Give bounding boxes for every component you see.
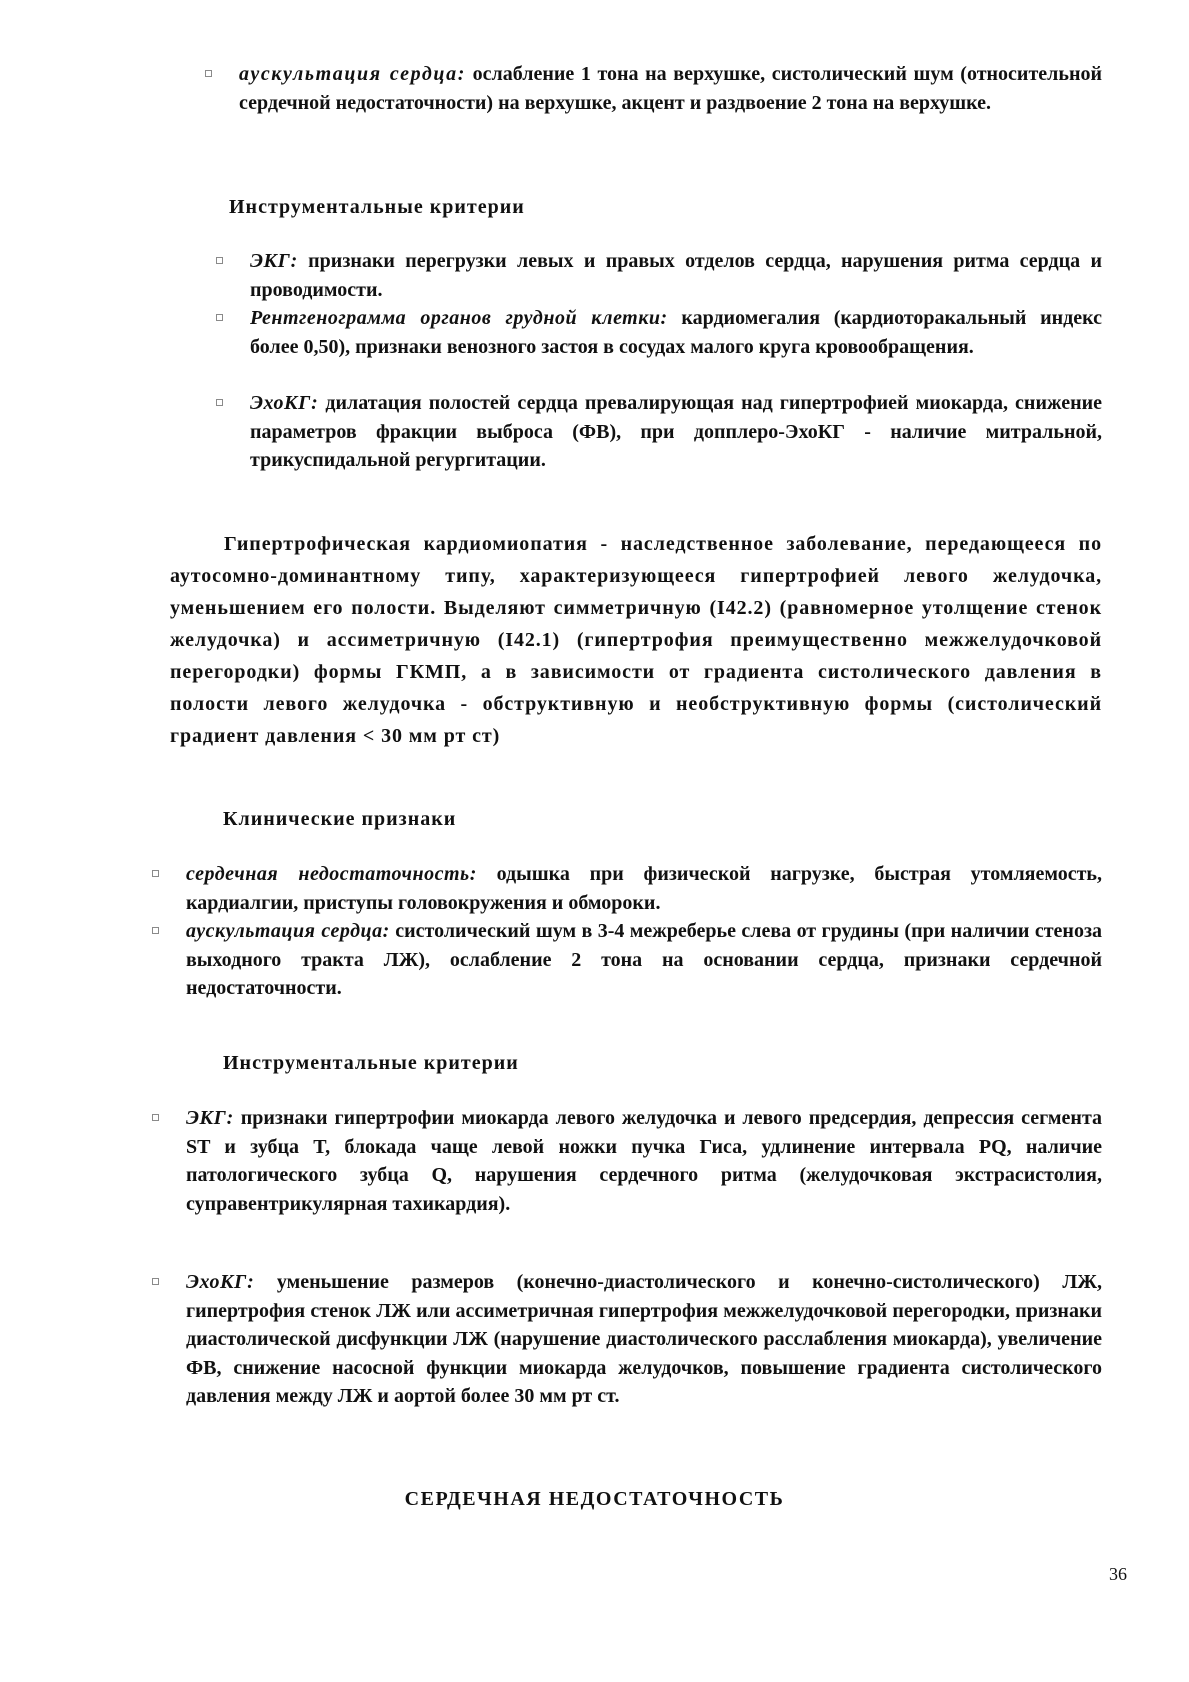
section-heading: Инструментальные критерии (229, 196, 525, 218)
list-item (152, 860, 1102, 917)
item-term: ЭКГ: (186, 1107, 234, 1129)
bullet-square-icon (152, 927, 159, 934)
list-item (152, 1104, 1102, 1218)
bullet-square-icon (152, 1114, 159, 1121)
item-text: признаки гипертрофии миокарда левого желудочка и левого предсердия, депрессия сегмента ST и зубца T, блокада чаще левой ножки пучка Гиса, удлинение интервала PQ, наличие патологического зубца Q, нарушения сердечного ритма (желудочковая экстрасистолия, суправентрикулярная тахикардия). (186, 1107, 1103, 1215)
bullet-square-icon (216, 257, 223, 264)
bullet-square-icon (216, 399, 223, 406)
item-term: ЭхоКГ: (186, 1271, 255, 1293)
list-item (216, 304, 1102, 361)
item-text: кардиомегалия (кардиоторакальный индекс более 0,50), признаки венозного застоя в сосудах малого круга кровообращения. (250, 307, 1103, 358)
section-heading: Инструментальные критерии (223, 1052, 519, 1074)
item-term: ЭКГ: (250, 250, 298, 272)
list-item (152, 1268, 1102, 1411)
item-text: дилатация полостей сердца превалирующая над гипертрофией миокарда, снижение параметров фракции выброса (ФВ), при допплеро-ЭхоКГ - наличие митральной, трикуспидальной регургитации. (250, 392, 1103, 471)
bullet-square-icon (152, 1278, 159, 1285)
list-item (152, 917, 1102, 1003)
bullet-square-icon (152, 870, 159, 877)
item-text: ослабление 1 тона на верхушке, систолический шум (относительной сердечной недостаточности) на верхушке, акцент и раздвоение 2 тона на верхушке. (239, 63, 1102, 114)
item-term: сердечная недостаточность: (186, 863, 477, 885)
item-text: признаки перегрузки левых и правых отделов сердца, нарушения ритма сердца и проводимости. (250, 250, 1103, 301)
paragraph: Гипертрофическая кардиомиопатия - наследственное заболевание, передающееся по аутосомно-доминантному типу, характеризующееся гипертрофией левого желудочка, уменьшением его полости. Выделяют симметричную (I42.2) (равномерное утолщение стенок желудочка) и ассиметричную (I42.1) (гипертрофия преимущественно межжелудочковой перегородки) формы ГКМП, а в зависимости от градиента систолического давления в полости левого желудочка - обструктивную и необструктивную формы (систолический градиент давления < 30 мм рт ст) (170, 533, 1102, 747)
item-term: аускультация сердца: (239, 63, 467, 85)
list-item (216, 389, 1102, 475)
list-item (205, 60, 1102, 117)
list-item (216, 247, 1102, 304)
section-heading: Клинические признаки (223, 808, 457, 830)
bullet-square-icon (216, 314, 223, 321)
chapter-title: СЕРДЕЧНАЯ НЕДОСТАТОЧНОСТЬ (404, 1488, 785, 1510)
page-number: 36 (1109, 1564, 1127, 1584)
bullet-square-icon (205, 70, 212, 77)
item-text: одышка при физической нагрузке, быстрая утомляемость, кардиалгии, приступы головокружения и обмороки. (186, 863, 1102, 914)
item-text: уменьшение размеров (конечно-диастолического и конечно-систолического) ЛЖ, гипертрофия стенок ЛЖ или ассиметричная гипертрофия межжелудочковой перегородки, признаки диастолической дисфункции ЛЖ (нарушение диастолического расслабления миокарда), увеличение ФВ, снижение насосной функции миокарда желудочков, повышение градиента систолического давления между ЛЖ и аортой более 30 мм рт ст. (186, 1271, 1103, 1407)
item-term: ЭхоКГ: (250, 392, 319, 414)
item-text: систолический шум в 3-4 межреберье слева от грудины (при наличии стеноза выходного тракта ЛЖ), ослабление 2 тона на основании сердца, признаки сердечной недостаточности. (186, 920, 1102, 999)
item-term: Рентгенограмма органов грудной клетки: (250, 307, 668, 329)
item-term: аускультация сердца: (186, 920, 390, 942)
